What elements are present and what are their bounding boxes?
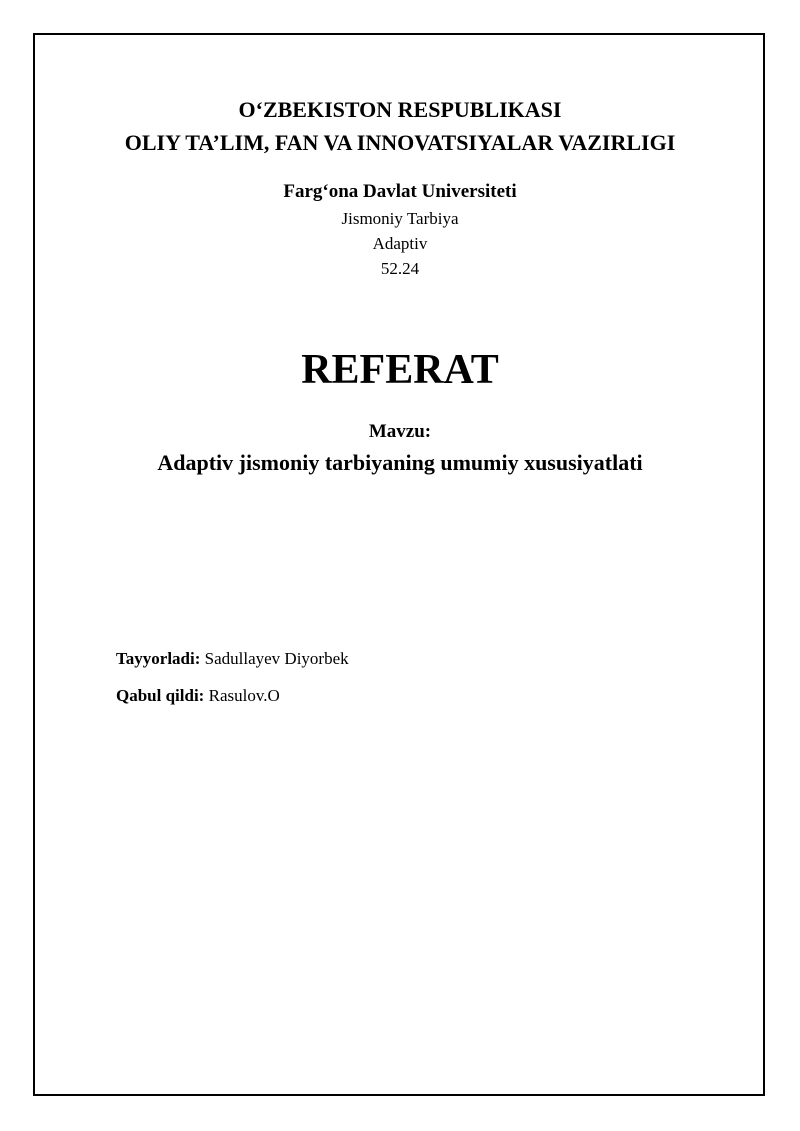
direction-name: Adaptiv [372, 234, 428, 253]
topic-label: Mavzu: [368, 421, 432, 442]
topic-title: Adaptiv jismoniy tarbiyaning umumiy xususiyatlati [157, 450, 643, 475]
prepared-by-label: Tayyorladi: [116, 649, 201, 668]
document-type-title: REFERAT [301, 347, 499, 393]
accepted-by-label: Qabul qildi: [116, 686, 205, 705]
group-number: 52.24 [380, 259, 420, 278]
accepted-by [116, 686, 280, 706]
accepted-by-value: Rasulov.O [208, 686, 280, 705]
prepared-by [116, 649, 349, 669]
prepared-by-value: Sadullayev Diyorbek [204, 649, 349, 668]
ministry-name: OLIY TA’LIM, FAN VA INNOVATSIYALAR VAZIRLIGI [124, 130, 676, 155]
country-name: O‘ZBEKISTON RESPUBLIKASI [238, 97, 562, 122]
university-name: Farg‘ona Davlat Universiteti [283, 181, 517, 202]
faculty-name: Jismoniy Tarbiya [341, 209, 459, 228]
